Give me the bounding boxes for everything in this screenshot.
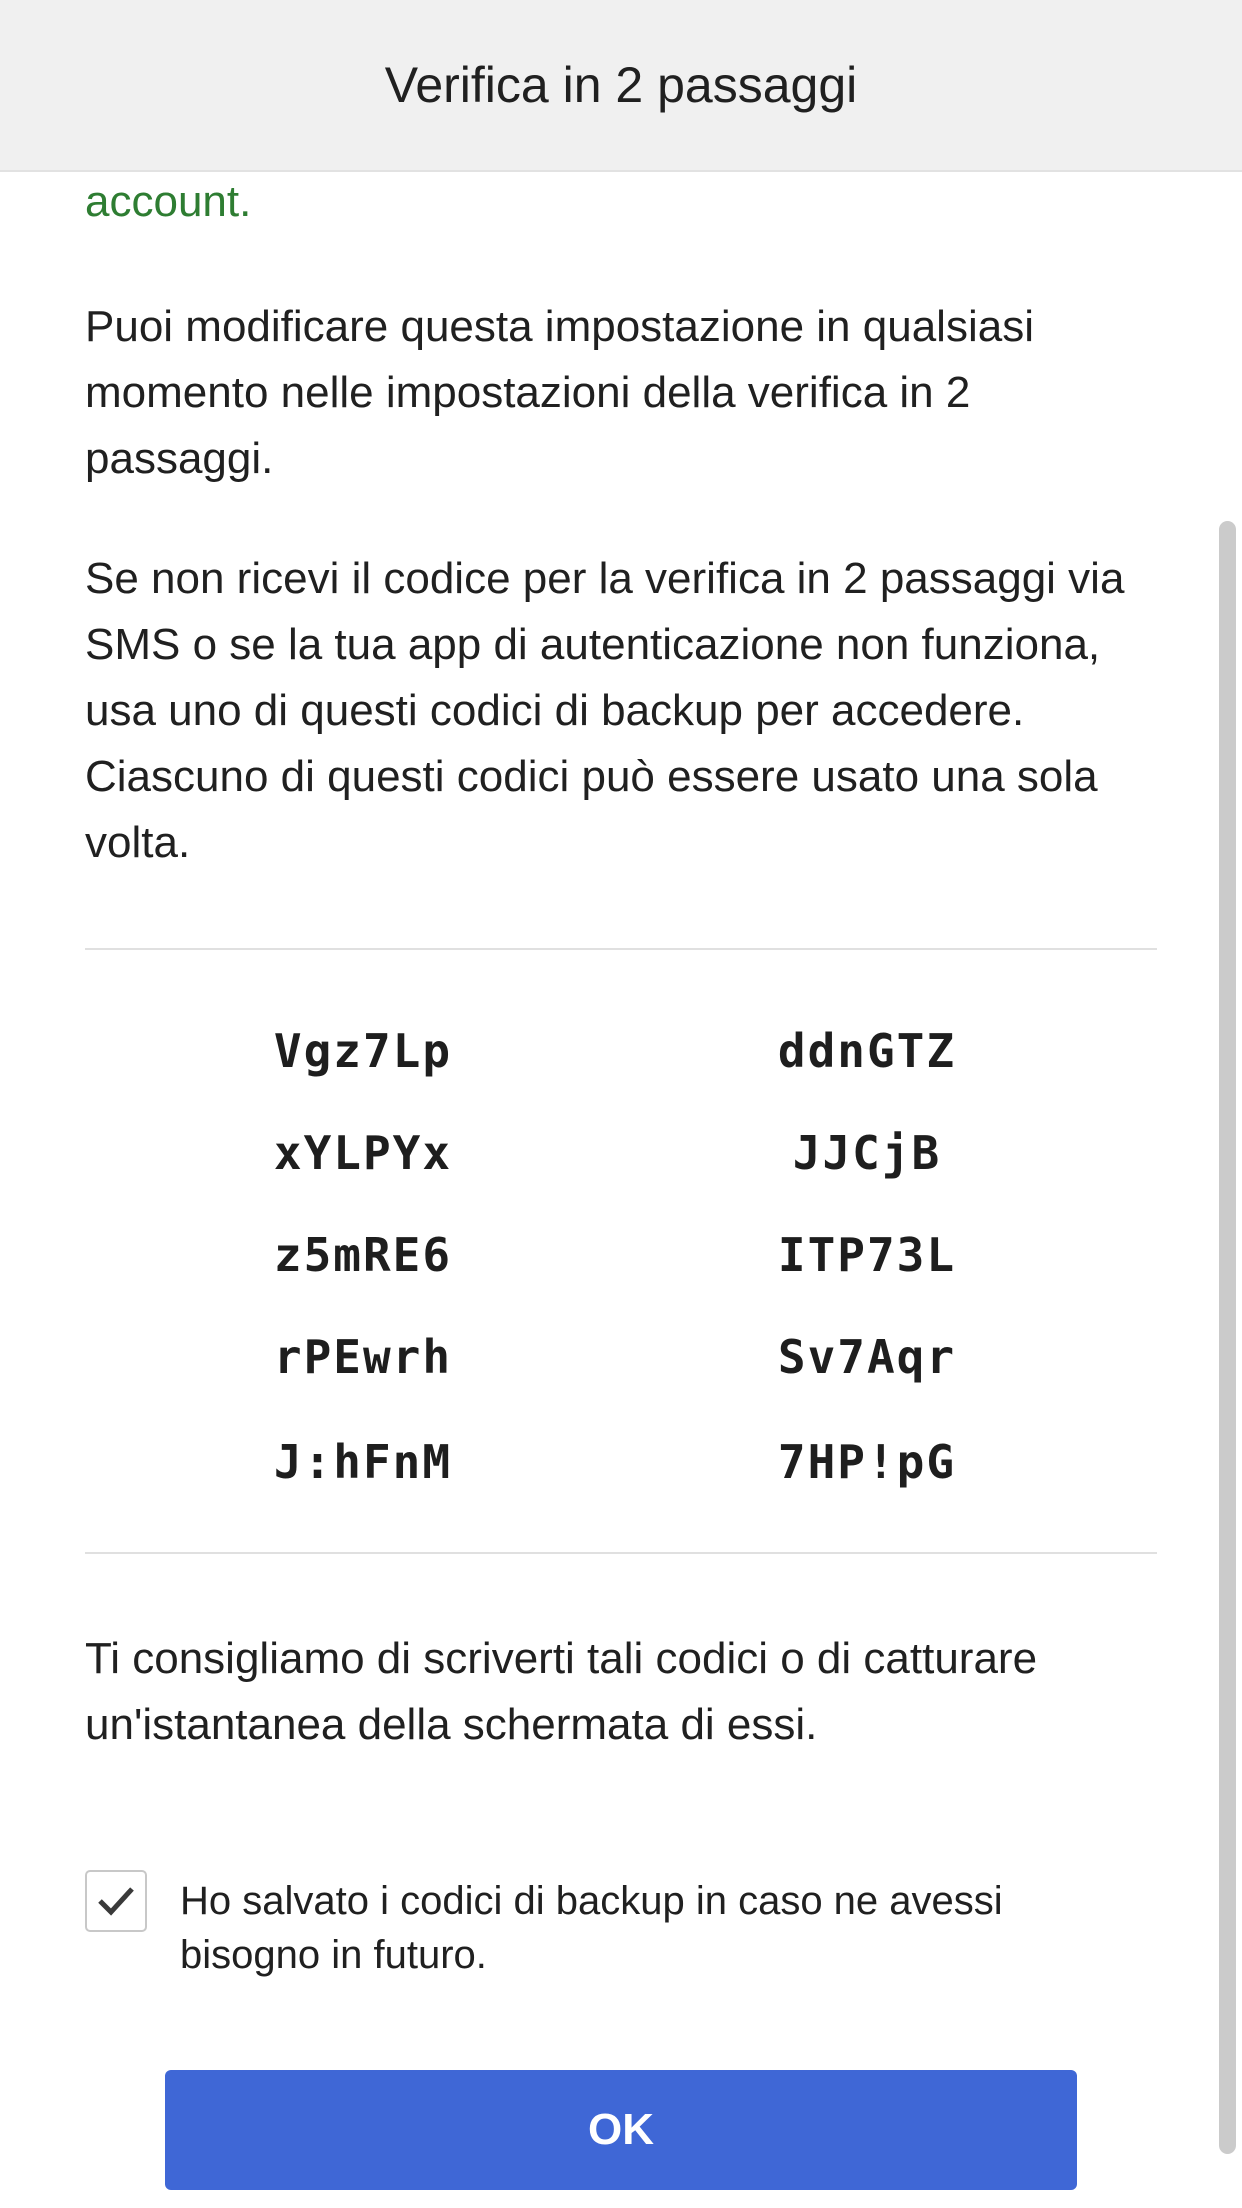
divider xyxy=(85,1552,1157,1554)
saved-codes-checkbox[interactable] xyxy=(85,1870,147,1932)
backup-code: 7HP!pG xyxy=(777,1435,957,1489)
backup-code: Vgz7Lp xyxy=(273,1024,453,1078)
backup-code: JJCjB xyxy=(792,1126,942,1180)
account-text: account. xyxy=(85,177,252,226)
backup-codes-explanation: Se non ricevi il codice per la verifica in 2 passaggi via SMS o se la tua app di autenticazione non funziona, usa uno di questi codici di backup per accedere. Ciascuno di questi codici può essere usato una sola volta. xyxy=(85,554,1125,867)
saved-codes-checkbox-label[interactable]: Ho salvato i codici di backup in caso ne avessi bisogno in futuro. xyxy=(180,1879,1003,1977)
backup-code: J:hFnM xyxy=(273,1435,453,1489)
backup-code: ddnGTZ xyxy=(777,1024,957,1078)
backup-code: Sv7Aqr xyxy=(777,1330,957,1384)
ok-button[interactable]: OK xyxy=(165,2070,1077,2190)
backup-code: xYLPYx xyxy=(273,1126,453,1180)
backup-code: rPEwrh xyxy=(273,1330,453,1384)
backup-code: z5mRE6 xyxy=(273,1228,453,1282)
page-title: Verifica in 2 passaggi xyxy=(384,57,858,113)
scrollbar[interactable] xyxy=(1219,521,1236,2154)
divider xyxy=(85,948,1157,950)
title-bar xyxy=(0,0,1242,172)
checkmark-icon xyxy=(96,1884,136,1918)
save-codes-advice: Ti consigliamo di scriverti tali codici o di catturare un'istantanea della schermata di essi. xyxy=(85,1634,1038,1749)
backup-code: ITP73L xyxy=(777,1228,957,1282)
settings-note: Puoi modificare questa impostazione in qualsiasi momento nelle impostazioni della verifica in 2 passaggi. xyxy=(85,302,1034,483)
